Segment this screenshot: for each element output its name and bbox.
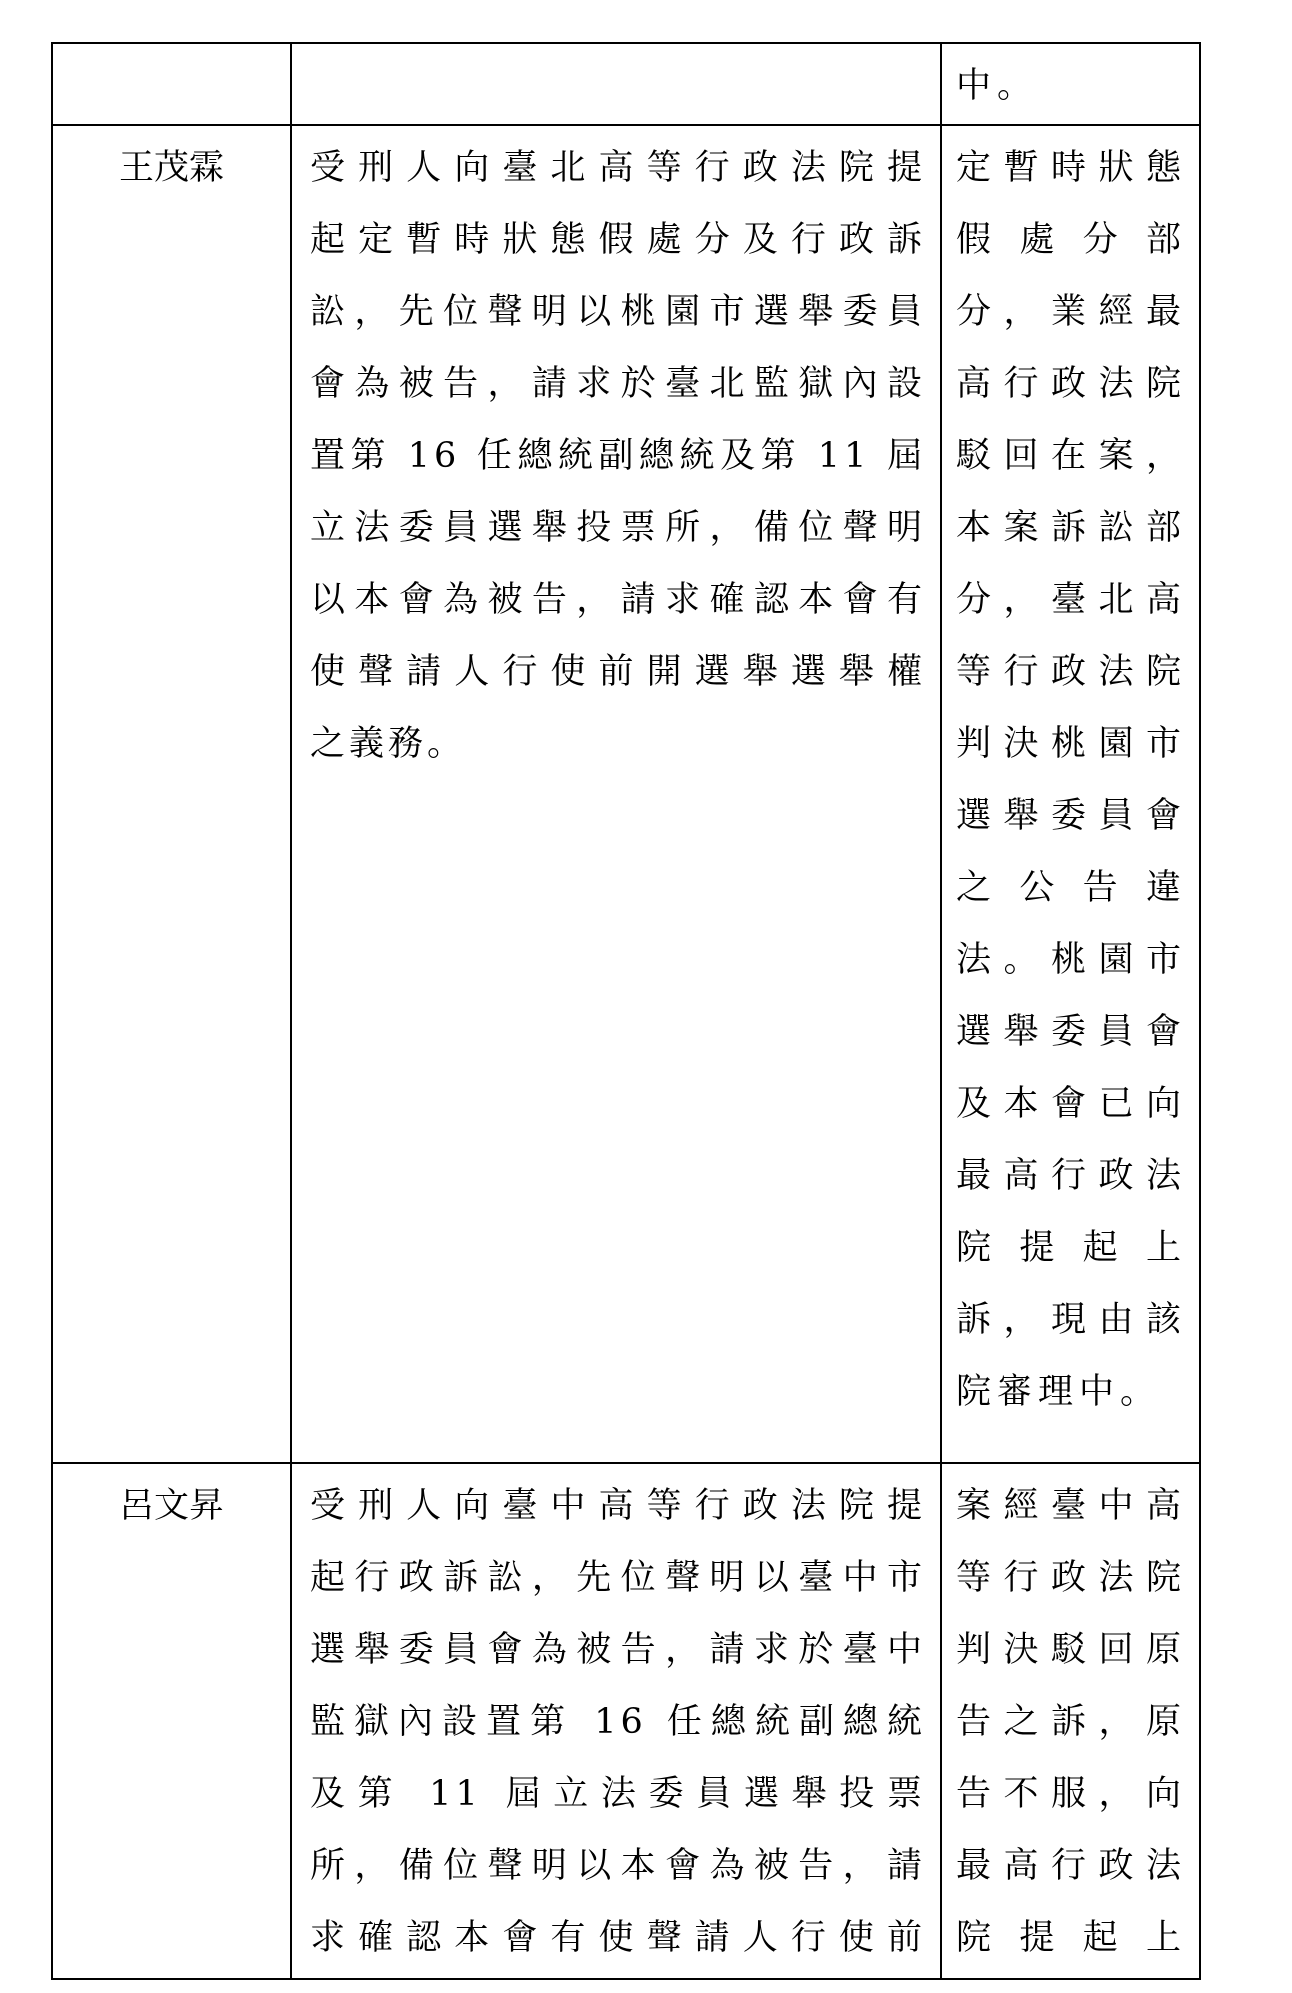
status-line: 高行政法院 <box>956 364 1187 404</box>
status-line: 選舉委員會 <box>956 796 1187 836</box>
status-line: 駁回在案， <box>956 436 1187 476</box>
status-line: 等行政法院 <box>956 652 1187 692</box>
status-line: 定暫時狀態 <box>956 148 1187 188</box>
case-status <box>941 125 1200 1463</box>
table-row <box>52 1463 1200 1979</box>
petitioner-name: 呂文昇 <box>52 1463 291 1979</box>
status-line: 訴，現由該 <box>956 1300 1187 1340</box>
status-line: 分，臺北高 <box>956 580 1187 620</box>
table-row <box>52 43 1200 125</box>
status-line: 判決桃園市 <box>956 724 1187 764</box>
description-line: 起定暫時狀態假處分及行政訴 <box>310 220 926 260</box>
description-line: 選舉委員會為被告，請求於臺中 <box>310 1630 926 1670</box>
description-line: 置第 16 任總統副總統及第 11 屆 <box>310 436 926 476</box>
status-line: 判決駁回原 <box>956 1630 1187 1670</box>
status-line: 選舉委員會 <box>956 1012 1187 1052</box>
status-line: 假處分部 <box>956 220 1187 260</box>
status-line: 案經臺中高 <box>956 1486 1187 1526</box>
status-line: 院提起上 <box>956 1228 1187 1268</box>
description-line: 使聲請人行使前開選舉選舉權 <box>310 652 926 692</box>
status-line: 告之訴，原 <box>956 1702 1187 1742</box>
status-line: 中。 <box>956 66 1039 106</box>
case-table <box>51 42 1201 1980</box>
description-line: 及第 11 屆立法委員選舉投票 <box>310 1774 926 1814</box>
description-line: 受刑人向臺中高等行政法院提 <box>310 1486 926 1526</box>
status-line: 最高行政法 <box>956 1846 1187 1886</box>
status-line: 最高行政法 <box>956 1156 1187 1196</box>
status-line: 本案訴訟部 <box>956 508 1187 548</box>
status-line: 等行政法院 <box>956 1558 1187 1598</box>
petitioner-name <box>52 43 291 125</box>
status-line: 分，業經最 <box>956 292 1187 332</box>
status-line: 及本會已向 <box>956 1084 1187 1124</box>
case-status <box>941 43 1200 125</box>
case-status <box>941 1463 1200 1979</box>
petition-description <box>291 43 941 125</box>
petition-description <box>291 125 941 1463</box>
description-line: 立法委員選舉投票所，備位聲明 <box>310 508 926 548</box>
description-line: 之義務。 <box>310 724 467 764</box>
description-line: 訟，先位聲明以桃園市選舉委員 <box>310 292 926 332</box>
status-line: 之公告違 <box>956 868 1187 908</box>
description-line: 起行政訴訟，先位聲明以臺中市 <box>310 1558 926 1598</box>
description-line: 監獄內設置第 16 任總統副總統 <box>310 1702 926 1742</box>
status-line: 法。桃園市 <box>956 940 1187 980</box>
description-line: 會為被告，請求於臺北監獄內設 <box>310 364 926 404</box>
petition-description <box>291 1463 941 1979</box>
table-row <box>52 125 1200 1463</box>
description-line: 以本會為被告，請求確認本會有 <box>310 580 926 620</box>
status-line: 告不服，向 <box>956 1774 1187 1814</box>
status-line: 院審理中。 <box>956 1372 1162 1412</box>
description-line: 受刑人向臺北高等行政法院提 <box>310 148 926 188</box>
status-line: 院提起上 <box>956 1918 1187 1958</box>
description-line: 所，備位聲明以本會為被告，請 <box>310 1846 926 1886</box>
petitioner-name: 王茂霖 <box>52 125 291 1463</box>
description-line: 求確認本會有使聲請人行使前 <box>310 1918 926 1958</box>
